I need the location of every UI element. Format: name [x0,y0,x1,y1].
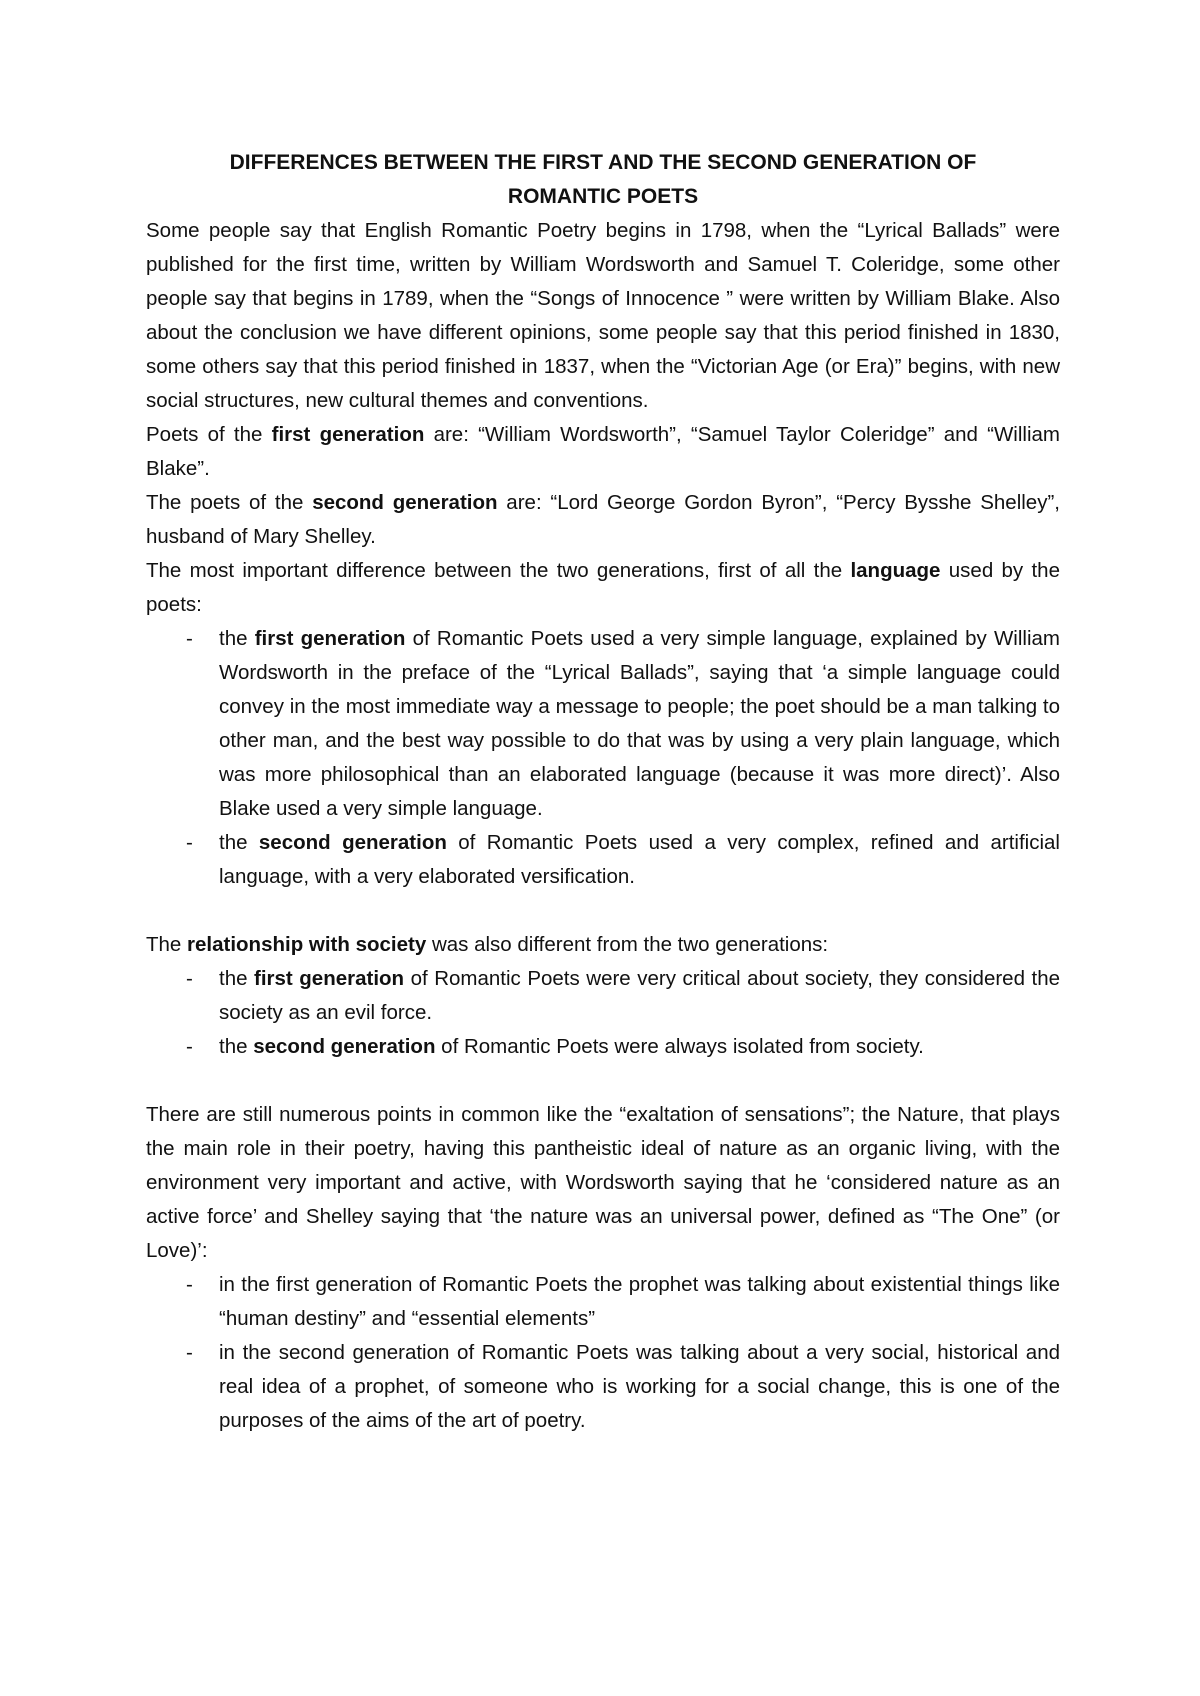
document-title [146,146,1060,214]
bullet-pre: the [219,831,259,854]
bullet-dash: - [186,627,193,650]
list-item [146,622,1060,826]
society-bullet-list [146,962,1060,1064]
bullet-pre: the [219,967,255,990]
bullet-bold: first generation [254,627,406,650]
list-item [146,1268,1060,1336]
paragraph-gap [146,894,1060,928]
bullet-bold: second generation [253,1035,436,1058]
first-gen-post: are: “William Wordsworth”, “Samuel Taylor Coleridge” and “William Blake”. [146,423,1061,480]
first-gen-pre: Poets of the [146,423,272,446]
bullet-post: of Romantic Poets used a very simple language, explained by William Wordsworth in the preface of the “Lyrical Ballads”, saying that ‘a simple language could convey in the most immediate way a message to people; the poet should be a man talking to other man, and the best way possible to do that was by using a very plain language, which was more philosophical than an elaborated language (because it was more direct)’. Also Blake used a very simple language. [219,627,1061,820]
second-gen-pre: The poets of the [146,491,313,514]
bullet-post: of Romantic Poets used a very complex, refined and artificial language, with a very elaborated versification. [219,831,1060,888]
prophet-bullet-list [146,1268,1060,1438]
bullet-post: of Romantic Poets were very critical about society, they considered the society as an evil force. [219,967,1060,1024]
bullet-dash: - [186,1273,193,1296]
list-item [146,826,1060,894]
society-paragraph [146,928,1060,962]
bullet-post: of Romantic Poets were always isolated from society. [435,1035,924,1058]
first-gen-bold: first generation [271,423,425,446]
language-pre: The most important difference between the two generations, first of all the [146,559,851,582]
bullet-dash: - [186,1341,193,1364]
title-line-2: ROMANTIC POETS [507,185,699,208]
first-generation-paragraph [146,418,1060,486]
society-post: was also different from the two generations: [426,933,829,956]
bullet-dash: - [186,831,193,854]
society-bold: relationship with society [187,933,427,956]
bullet-pre: the [219,627,255,650]
list-item [146,1336,1060,1438]
bullet-dash: - [186,1035,193,1058]
bullet-pre: the [219,1035,254,1058]
paragraph-gap [146,1064,1060,1098]
language-paragraph [146,554,1060,622]
intro-paragraph: Some people say that English Romantic Poetry begins in 1798, when the “Lyrical Ballads” were published for the first time, written by William Wordsworth and Samuel T. Coleridge, some other people say that begins in 1789, when the “Songs of Innocence ” were written by William Blake. Also about the conclusion we have different opinions, some people say that this period finished in 1830, some others say that this period finished in 1837, when the “Victorian Age (or Era)” begins, with new social structures, new cultural themes and conventions. [146,219,1060,412]
bullet-text: in the first generation of Romantic Poets the prophet was talking about existential things like “human destiny” and “essential elements” [219,1273,1060,1330]
title-line-1: DIFFERENCES BETWEEN THE FIRST AND THE SECOND GENERATION OF [229,151,977,174]
bullet-text: in the second generation of Romantic Poets was talking about a very social, historical and real idea of a prophet, of someone who is working for a social change, this is one of the purposes of the aims of the art of poetry. [219,1341,1060,1432]
language-bullet-list [146,622,1060,894]
society-pre: The [146,933,188,956]
bullet-bold: first generation [254,967,405,990]
language-bold: language [850,559,941,582]
common-points-paragraph: There are still numerous points in common like the “exaltation of sensations”; the Nature, that plays the main role in their poetry, having this pantheistic ideal of nature as an organic living, with the environment very important and active, with Wordsworth saying that he ‘considered nature as an active force’ and Shelley saying that ‘the nature was an universal power, defined as “The One” (or Love)’: [146,1103,1060,1262]
bullet-dash: - [186,967,193,990]
language-post: used by the poets: [146,559,1060,616]
document-page [146,146,1060,1438]
second-gen-post: are: “Lord George Gordon Byron”, “Percy Bysshe Shelley”, husband of Mary Shelley. [146,491,1060,548]
list-item [146,1030,1060,1064]
second-gen-bold: second generation [312,491,498,514]
list-item [146,962,1060,1030]
second-generation-paragraph [146,486,1060,554]
bullet-bold: second generation [258,831,447,854]
